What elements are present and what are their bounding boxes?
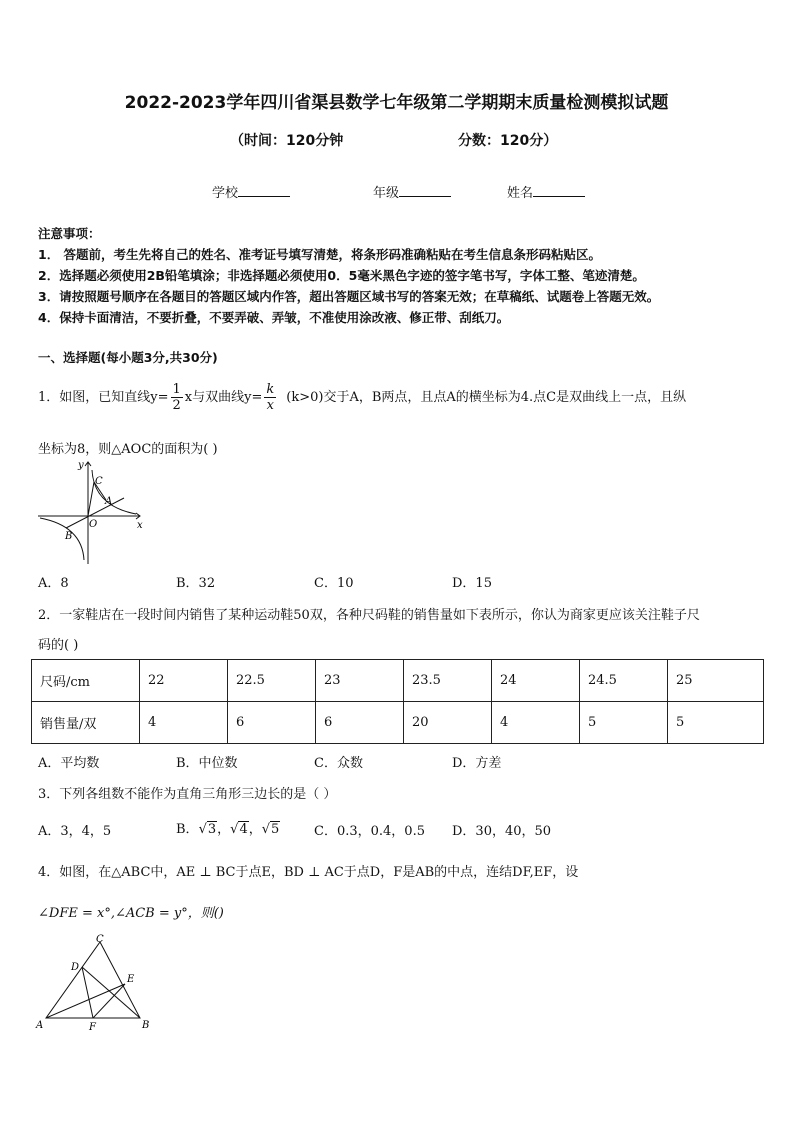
notice-item: 2．选择题必须使用2B铅笔填涂；非选择题必须使用0．5毫米黑色字迹的签字笔书写，字体工整、笔迹清楚。	[38, 268, 645, 283]
table-cell: 22.5	[228, 660, 316, 702]
school-label: 学校	[212, 186, 239, 201]
table-cell: 尺码/cm	[32, 660, 140, 702]
question-3-stem: 3．下列各组数不能作为直角三角形三边长的是（ ）	[38, 787, 337, 802]
fraction-denominator: 2	[172, 398, 181, 413]
label-e: E	[127, 974, 135, 985]
q1-text-1: 1．如图，已知直线y=	[38, 390, 169, 405]
hyperbola-figure	[36, 456, 148, 568]
q1-option-c[interactable]: C．10	[314, 576, 354, 591]
label-x: x	[137, 520, 143, 531]
question-4-stem-line2: ∠DFE = x°,∠ACB = y°，则()	[38, 906, 224, 921]
notice-heading: 注意事项：	[38, 226, 101, 241]
fraction-numerator: 1	[172, 382, 181, 397]
q3-option-d[interactable]: D．30，40，50	[452, 824, 552, 839]
page-title: 2022-2023学年四川省渠县数学七年级第二学期期末质量检测模拟试题	[124, 93, 669, 113]
grade-blank[interactable]	[399, 185, 451, 197]
q2-option-d[interactable]: D．方差	[452, 756, 502, 771]
name-label: 姓名	[507, 186, 534, 201]
section-heading: 一、选择题(每小题3分,共30分)	[38, 350, 218, 365]
notice-item: 3．请按照题号顺序在各题目的答题区域内作答，超出答题区域书写的答案无效；在草稿纸、试题卷上答题无效。	[38, 289, 660, 304]
name-blank[interactable]	[533, 185, 585, 197]
table-cell: 25	[668, 660, 764, 702]
table-cell: 5	[580, 702, 668, 744]
q3-option-c[interactable]: C．0.3，0.4，0.5	[314, 824, 425, 839]
table-cell: 4	[140, 702, 228, 744]
school-blank[interactable]	[238, 185, 290, 197]
separator: ，	[217, 822, 231, 837]
table-cell: 22	[140, 660, 228, 702]
table-cell: 23.5	[404, 660, 492, 702]
q1-option-a[interactable]: A．8	[38, 576, 69, 591]
label-a: A	[105, 496, 113, 507]
q1-option-b[interactable]: B．32	[176, 576, 216, 591]
fraction-one-half	[171, 383, 183, 412]
sqrt-3: √3	[198, 822, 217, 837]
question-4-stem: 4．如图，在△ABC中，AE ⊥ BC于点E，BD ⊥ AC于点D，F是AB的中点，连结DF,EF，设	[38, 865, 579, 880]
fraction-numerator: k	[266, 382, 275, 397]
table-cell: 销售量/双	[32, 702, 140, 744]
question-2-stem: 2．一家鞋店在一段时间内销售了某种运动鞋50双，各种尺码鞋的销售量如下表所示，你认为商家更应该关注鞋子尺	[38, 608, 700, 623]
grade-label: 年级	[373, 186, 400, 201]
sqrt-5: √5	[261, 822, 280, 837]
fraction-denominator: x	[266, 398, 274, 413]
label-b: B	[142, 1020, 150, 1031]
label-c: C	[95, 476, 103, 487]
table-cell: 6	[228, 702, 316, 744]
separator: ，	[248, 822, 262, 837]
radicand: 4	[239, 822, 248, 837]
q2-option-c[interactable]: C．众数	[314, 756, 363, 771]
shoe-size-table	[31, 659, 764, 744]
question-1-stem	[38, 378, 686, 418]
table-row	[32, 702, 764, 744]
label-a: A	[36, 1020, 44, 1031]
table-cell: 4	[492, 702, 580, 744]
question-2-stem-line2: 码的( )	[38, 638, 79, 653]
q1-text-3: (k>0)交于A，B两点，且点A的横坐标为4.点C是双曲线上一点，且纵	[286, 390, 687, 405]
label-y: y	[78, 460, 84, 471]
q1-text-2: x与双曲线y=	[184, 390, 263, 405]
exam-score: 分数：120分）	[458, 133, 558, 149]
q3-option-b[interactable]	[176, 818, 280, 837]
q3-option-b-label: B．	[176, 822, 199, 837]
label-c: C	[96, 934, 104, 945]
triangle-abc	[46, 942, 140, 1018]
q3-option-a[interactable]: A．3，4，5	[38, 824, 112, 839]
exam-time: （时间：120分钟	[230, 133, 344, 149]
label-o: O	[89, 519, 98, 530]
hyperbola-branch-left	[40, 518, 84, 560]
q2-option-b[interactable]: B．中位数	[176, 756, 238, 771]
question-1-stem-line2: 坐标为8，则△AOC的面积为( )	[38, 442, 218, 457]
q1-option-d[interactable]: D．15	[452, 576, 492, 591]
table-cell: 20	[404, 702, 492, 744]
segment-oc	[88, 482, 94, 516]
triangle-figure	[34, 932, 154, 1032]
table-cell: 6	[316, 702, 404, 744]
table-cell: 5	[668, 702, 764, 744]
grade-field	[373, 182, 451, 201]
table-cell: 24.5	[580, 660, 668, 702]
label-f: F	[89, 1022, 96, 1032]
label-d: D	[71, 962, 80, 973]
sqrt-4: √4	[230, 822, 248, 837]
label-b: B	[65, 531, 73, 542]
name-field	[507, 182, 585, 201]
fraction-k-over-x	[264, 383, 276, 412]
notice-item: 4．保持卡面清洁，不要折叠，不要弄破、弄皱，不准使用涂改液、修正带、刮纸刀。	[38, 310, 510, 325]
school-field	[212, 182, 290, 201]
table-cell: 23	[316, 660, 404, 702]
radicand: 5	[271, 822, 280, 837]
table-row	[32, 660, 764, 702]
table-cell: 24	[492, 660, 580, 702]
notice-item: 1． 答题前，考生先将自己的姓名、准考证号填写清楚，将条形码准确粘贴在考生信息条形码粘贴区。	[38, 247, 602, 262]
radicand: 3	[207, 822, 217, 837]
q2-option-a[interactable]: A．平均数	[38, 756, 100, 771]
